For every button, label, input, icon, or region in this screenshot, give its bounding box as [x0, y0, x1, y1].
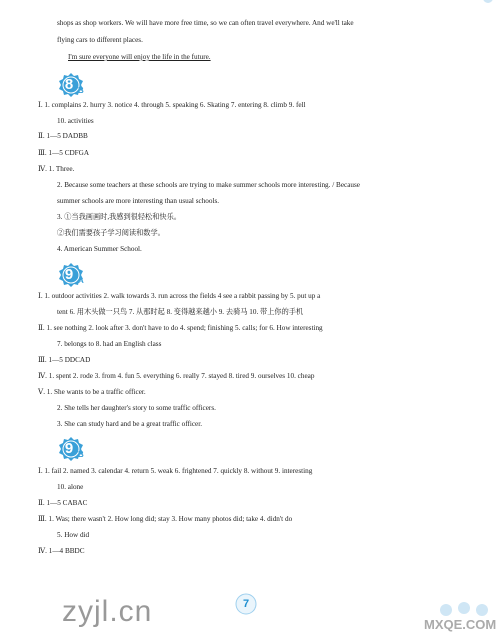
- answer-line: Ⅲ. 1. Was; there wasn't 2. How long did; stay 3. How many photos did; take 4. didn't do: [38, 515, 293, 523]
- page-number-text: 7: [242, 598, 250, 610]
- corner-decoration: [448, 0, 500, 10]
- section-badge: [58, 72, 84, 98]
- answer-line: 10. alone: [57, 483, 84, 491]
- section-badge: [58, 262, 84, 288]
- answer-line: Ⅰ. 1. fail 2. named 3. calendar 4. return 5. weak 6. frightened 7. quickly 8. without 9. interesting: [38, 467, 313, 475]
- answer-line: Ⅲ. 1—5 DDCAD: [38, 356, 91, 364]
- answer-line: Ⅳ. 1. spent 2. rode 3. from 4. fun 5. everything 6. really 7. stayed 8. tired 9. ourselves 10. cheap: [38, 372, 315, 380]
- answer-line: 3. ①当我画画时,我感到很轻松和快乐。: [57, 213, 181, 221]
- answer-line: 10. activities: [57, 117, 94, 125]
- answer-line: Ⅳ. 1. Three.: [38, 165, 75, 173]
- answer-line: Ⅲ. 1—5 CDFGA: [38, 149, 90, 157]
- answer-line: Ⅳ. 1—4 BBDC: [38, 547, 85, 555]
- section-sub: A: [78, 276, 84, 285]
- answer-line: ②我们需要孩子学习阅读和数学。: [57, 229, 165, 237]
- answer-line: 7. belongs to 8. had an English class: [57, 340, 162, 348]
- intro-line: shops as shop workers. We will have more free time, so we can often travel everywhere. And we'll take: [57, 19, 354, 27]
- answer-line: tent 6. 用木头做一只鸟 7. 从那时起 8. 变得越来越小 9. 去骑马 10. 带上你的手机: [57, 308, 304, 316]
- answer-line: 5. How did: [57, 531, 90, 539]
- answer-line: Ⅱ. 1—5 CABAC: [38, 499, 88, 507]
- answer-line: 2. Because some teachers at these schools are trying to make summer schools more interesting. / Because: [57, 181, 360, 189]
- page-number: [234, 592, 258, 616]
- section-number: 8: [64, 76, 74, 93]
- answer-line: 4. American Summer School.: [57, 245, 142, 253]
- answer-line: summer schools are more interesting than usual schools.: [57, 197, 220, 205]
- answer-line: 2. She tells her daughter's story to some traffic officers.: [57, 404, 216, 412]
- answer-line: Ⅴ. 1. She wants to be a traffic officer.: [38, 388, 146, 396]
- section-number: 9: [64, 440, 74, 457]
- watermark-left: zyjl.cn: [62, 595, 153, 628]
- answer-line: 3. She can study hard and be a great traffic officer.: [57, 420, 203, 428]
- watermark-right: MXQE.COM: [424, 617, 497, 632]
- answer-line: Ⅱ. 1—5 DADBB: [38, 132, 88, 140]
- section-sub: B: [78, 86, 84, 95]
- answer-line: Ⅰ. 1. outdoor activities 2. walk towards 3. run across the fields 4 see a rabbit passing by 5. put up a: [38, 292, 321, 300]
- intro-line: I'm sure everyone will enjoy the life in the future.: [68, 53, 211, 61]
- section-sub: B: [78, 450, 84, 459]
- intro-line: flying cars to different places.: [57, 36, 143, 44]
- answer-line: Ⅰ. 1. complains 2. hurry 3. notice 4. through 5. speaking 6. Skating 7. entering 8. climb 9. fell: [38, 101, 306, 109]
- answer-line: Ⅱ. 1. see nothing 2. look after 3. don't have to do 4. spend; finishing 5. calls; for 6. How interesting: [38, 324, 323, 332]
- section-badge: [58, 436, 84, 462]
- section-number: 9: [64, 266, 74, 283]
